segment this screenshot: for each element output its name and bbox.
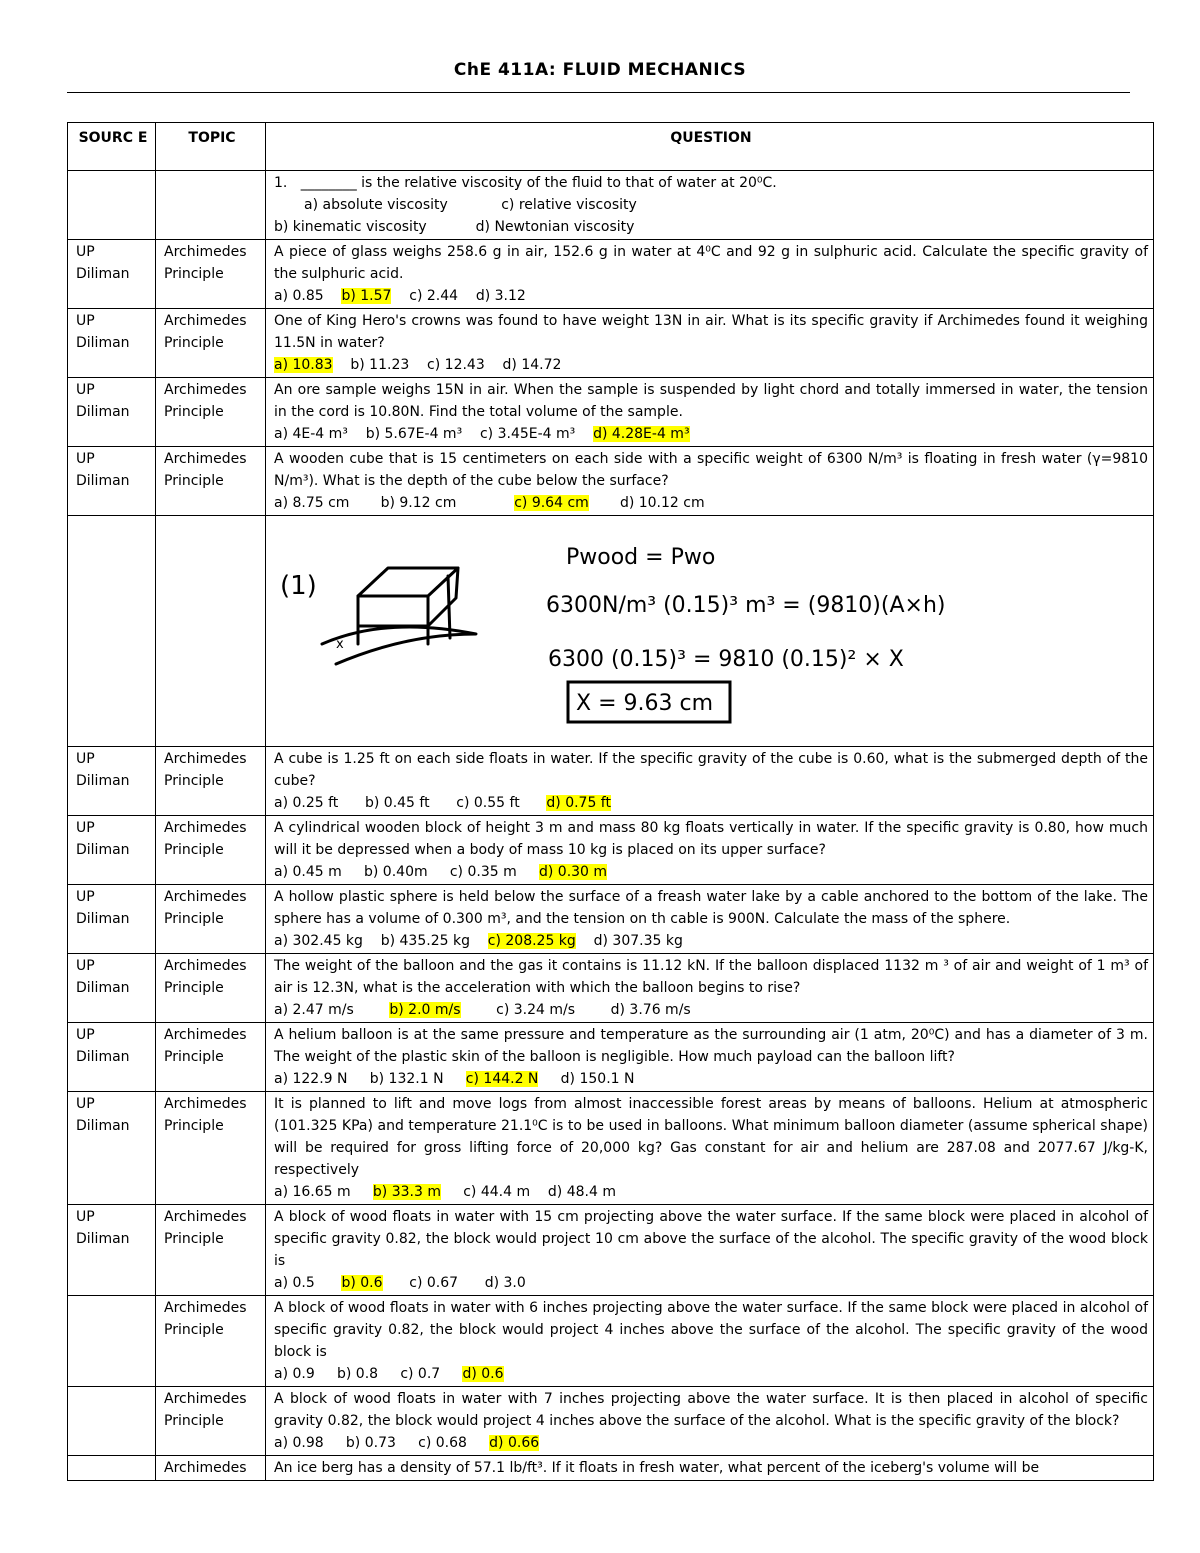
source-cell: UP Diliman [68,747,156,816]
cube-side-face [428,568,458,626]
question-table [67,122,1154,1481]
answer-options [274,1432,1148,1454]
table-row [68,1092,1154,1205]
table-row [68,1296,1154,1387]
topic-cell: Archimedes Principle [156,954,266,1023]
table-row [68,240,1154,309]
source-cell: UP Diliman [68,1092,156,1205]
option-pre: a) 302.45 kg b) 435.25 kg [274,933,488,949]
source-cell: UP Diliman [68,1023,156,1092]
question-cell [266,1205,1154,1296]
answer-options [274,1181,1148,1203]
answer-options [274,1363,1148,1385]
header-row [68,123,1154,171]
sketch-eq2: 6300N/m³ (0.15)³ m³ = (9810)(A×h) [546,593,946,618]
sketch-answer: X = 9.63 cm [576,691,713,716]
question-cell [266,816,1154,885]
highlighted-answer: d) 0.30 m [538,864,608,880]
table-row [68,747,1154,816]
question-cell [266,447,1154,516]
table-row [68,954,1154,1023]
table-row [68,1023,1154,1092]
page-title: ChE 411A: FLUID MECHANICS [453,60,747,80]
option-pre: a) 8.75 cm b) 9.12 cm [274,495,515,511]
option-post: b) 11.23 c) 12.43 d) 14.72 [332,357,562,373]
answer-options [274,492,1148,514]
answer-options [274,861,1148,883]
option-post: c) 3.24 m/s d) 3.76 m/s [460,1002,691,1018]
source-cell: UP Diliman [68,378,156,447]
source-cell: UP Diliman [68,1205,156,1296]
answer-options [274,423,1148,445]
question-cell [266,1092,1154,1205]
highlighted-answer: d) 4.28E-4 m³ [593,426,690,442]
question-text: A helium balloon is at the same pressure and temperature as the surrounding air (1 atm, 20⁰C) and has a diameter of 3 m. The weight of the plastic skin of the balloon is negligible. How much payload can the balloon lift? [274,1027,1148,1065]
question-cell [266,1296,1154,1387]
sketch-label: (1) [280,571,317,601]
question-text: A block of wood floats in water with 6 inches projecting above the water surface. If the same block were placed in alcohol of specific gravity 0.82, the block would project 4 inches above the surface of the alcohol. The specific gravity of the wood block is [274,1300,1148,1360]
source-cell [68,1387,156,1456]
question-cell [266,885,1154,954]
highlighted-answer: d) 0.6 [462,1366,504,1382]
topic-cell: Archimedes Principle [156,816,266,885]
answer-options [274,999,1148,1021]
source-cell: UP Diliman [68,240,156,309]
cube-front-face [358,596,428,626]
option-post: c) 44.4 m d) 48.4 m [440,1184,616,1200]
question-text: A cylindrical wooden block of height 3 m and mass 80 kg floats vertically in water. If the specific gravity is 0.80, how much will it be depressed when a body of mass 10 kg is placed on its upper surface? [274,820,1148,858]
cube-top-face [358,568,458,596]
vertical-stroke [448,576,450,638]
table-row [68,885,1154,954]
question-text: A piece of glass weighs 258.6 g in air, 152.6 g in water at 4⁰C and 92 g in sulphuric acid. Calculate the specific gravity of the sulphuric acid. [274,244,1148,282]
topic-cell: Archimedes Principle [156,309,266,378]
sketch-eq3: 6300 (0.15)³ = 9810 (0.15)² × X [548,647,904,672]
question-cell [266,1023,1154,1092]
option-pre: a) 122.9 N b) 132.1 N [274,1071,466,1087]
source-cell [68,516,156,747]
option-pre: a) 0.25 ft b) 0.45 ft c) 0.55 ft [274,795,547,811]
source-cell [68,171,156,240]
question-text: A block of wood floats in water with 15 cm projecting above the water surface. If the same block were placed in alcohol of specific gravity 0.82, the block would project 10 cm above the surface of the alcohol. The specific gravity of the wood block is [274,1209,1148,1269]
solution-sketch [266,516,1154,746]
source-cell [68,1456,156,1481]
topic-cell: Archimedes Principle [156,1092,266,1205]
highlighted-answer: c) 9.64 cm [514,495,589,511]
topic-cell: Archimedes Principle [156,885,266,954]
answer-options [274,930,1148,952]
answer-options [274,1272,1148,1294]
header-topic: TOPIC [156,123,266,171]
option-post: c) 0.67 d) 3.0 [382,1275,526,1291]
source-cell: UP Diliman [68,885,156,954]
option-pre: a) 16.65 m [274,1184,373,1200]
option-pre: a) 0.9 b) 0.8 c) 0.7 [274,1366,463,1382]
topic-cell: Archimedes Principle [156,747,266,816]
highlighted-answer: c) 144.2 N [465,1071,539,1087]
question-text: An ore sample weighs 15N in air. When the sample is suspended by light chord and totally immersed in water, the tension in the cord is 10.80N. Find the total volume of the sample. [274,382,1148,420]
highlighted-answer: a) 10.83 [274,357,333,373]
option-post: d) 150.1 N [538,1071,635,1087]
question-cell [266,747,1154,816]
highlighted-answer: c) 208.25 kg [487,933,576,949]
topic-cell: Archimedes [156,1456,266,1481]
sketch-x-mark: x [336,637,344,652]
topic-cell: Archimedes Principle [156,1023,266,1092]
highlighted-answer: b) 1.57 [341,288,392,304]
table-row [68,1456,1154,1481]
question-text: One of King Hero's crowns was found to have weight 13N in air. What is its specific gravity if Archimedes found it weighing 11.5N in water? [274,313,1148,351]
table-row [68,1205,1154,1296]
table-row [68,171,1154,240]
table-row [68,309,1154,378]
option-pre: a) 2.47 m/s [274,1002,390,1018]
topic-cell: Archimedes Principle [156,1387,266,1456]
question-text: A cube is 1.25 ft on each side floats in water. If the specific gravity of the cube is 0.60, what is the submerged depth of the cube? [274,751,1148,789]
table-row [68,447,1154,516]
answer-options [274,285,1148,307]
question-cell [266,309,1154,378]
question-text: The weight of the balloon and the gas it contains is 11.12 kN. If the balloon displaced 1132 m ³ of air and weight of 1 m³ of air is 12.3N, what is the acceleration with which the balloon begins to rise? [274,958,1148,996]
topic-cell: Archimedes Principle [156,1205,266,1296]
question-cell [266,240,1154,309]
topic-cell: Archimedes Principle [156,447,266,516]
option-pre: a) 0.85 [274,288,342,304]
question-text: 1. ________ is the relative viscosity of the fluid to that of water at 20⁰C. [274,175,777,191]
topic-cell: Archimedes Principle [156,1296,266,1387]
source-cell: UP Diliman [68,309,156,378]
option-post: d) 10.12 cm [588,495,705,511]
source-cell [68,1296,156,1387]
water-line [322,627,476,664]
question-cell [266,954,1154,1023]
solution-sketch-cell [266,516,1154,747]
table-row [68,1387,1154,1456]
highlighted-answer: b) 0.6 [341,1275,383,1291]
question-cell [266,1387,1154,1456]
highlighted-answer: b) 2.0 m/s [389,1002,461,1018]
question-text: An ice berg has a density of 57.1 lb/ft³. If it floats in fresh water, what percent of the iceberg's volume will be [274,1460,1040,1476]
option-pre: a) 4E-4 m³ b) 5.67E-4 m³ c) 3.45E-4 m³ [274,426,594,442]
question-text: A block of wood floats in water with 7 inches projecting above the water surface. It is then placed in alcohol of specific gravity 0.82, the block would project 4 inches above the surface of the alcohol. What is the specific gravity of the block? [274,1391,1148,1429]
header-source: SOURC E [68,123,156,171]
question-text: It is planned to lift and move logs from almost inaccessible forest areas by means of balloons. Helium at atmospheric (101.325 KPa) and temperature 21.1⁰C is to be used in balloons. What minimum balloon diameter (assume spherical shape) will be required for gross lifting force of 20,000 kg? Gas constant for air and helium are 287.08 and 2077.67 J/kg-K, respectively [274,1096,1148,1178]
option-pre: a) 0.45 m b) 0.40m c) 0.35 m [274,864,539,880]
table-row [68,816,1154,885]
option-pre: a) 0.5 [274,1275,342,1291]
title-rule [67,92,1130,93]
answer-options [274,354,1148,376]
answer-options [274,792,1148,814]
option-pre: a) 0.98 b) 0.73 c) 0.68 [274,1435,490,1451]
question-cell [266,1456,1154,1481]
source-cell: UP Diliman [68,447,156,516]
sketch-row [68,516,1154,747]
topic-cell: Archimedes Principle [156,378,266,447]
highlighted-answer: b) 33.3 m [372,1184,441,1200]
sketch-eq1: Pwood = Pwo [566,545,716,570]
topic-cell [156,516,266,747]
highlighted-answer: d) 0.75 ft [546,795,611,811]
question-cell [266,378,1154,447]
table-row [68,378,1154,447]
topic-cell: Archimedes Principle [156,240,266,309]
question-text: A hollow plastic sphere is held below the surface of a freash water lake by a cable anchored to the bottom of the lake. The sphere has a volume of 0.300 m³, and the tension on th cable is 900N. Calculate the mass of the sphere. [274,889,1148,927]
source-cell: UP Diliman [68,954,156,1023]
topic-cell [156,171,266,240]
highlighted-answer: d) 0.66 [489,1435,540,1451]
header-question: QUESTION [266,123,1154,171]
answer-options [274,1068,1148,1090]
question-text: A wooden cube that is 15 centimeters on each side with a specific weight of 6300 N/m³ is floating in fresh water (γ=9810 N/m³). What is the depth of the cube below the surface? [274,451,1148,489]
option-post: c) 2.44 d) 3.12 [391,288,526,304]
option-post: d) 307.35 kg [575,933,683,949]
source-cell: UP Diliman [68,816,156,885]
question-options: a) absolute viscosity c) relative viscosity [304,197,637,213]
question-options: b) kinematic viscosity d) Newtonian viscosity [274,219,635,235]
question-cell [266,171,1154,240]
